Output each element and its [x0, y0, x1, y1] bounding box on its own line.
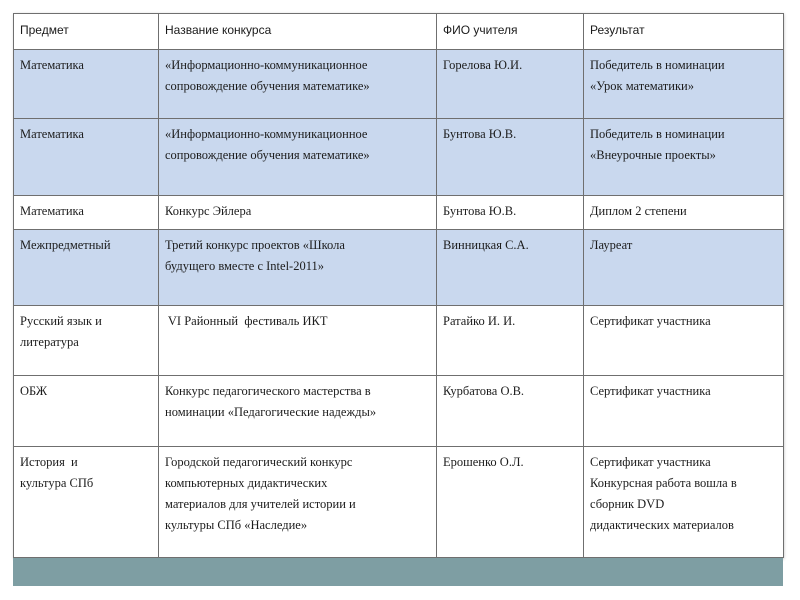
cell-line: «Внеурочные проекты» [590, 148, 716, 162]
cell-result [584, 196, 784, 230]
cell-result [584, 447, 784, 558]
cell-subject [14, 119, 159, 196]
cell-line: литература [20, 335, 79, 349]
cell-line: Русский язык и [20, 314, 102, 328]
cell-line: Конкурс педагогического мастерства в [165, 384, 371, 398]
cell-line: Конкурс Эйлера [165, 204, 252, 218]
cell-line: Винницкая С.А. [443, 238, 529, 252]
cell-line: Победитель в номинации [590, 127, 725, 141]
cell-line: Сертификат участника [590, 384, 711, 398]
cell-teacher [437, 50, 584, 119]
cell-line: Горелова Ю.И. [443, 58, 523, 72]
cell-line: Конкурсная работа вошла в [590, 476, 737, 490]
cell-line: Диплом 2 степени [590, 204, 687, 218]
cell-contest [159, 119, 437, 196]
table-frame [13, 13, 783, 558]
cell-line: История и [20, 455, 78, 469]
cell-line: сопровождение обучения математике» [165, 148, 370, 162]
table-header-row [14, 14, 784, 50]
cell-contest [159, 376, 437, 447]
cell-result [584, 230, 784, 306]
cell-teacher [437, 306, 584, 376]
table-row [14, 376, 784, 447]
cell-line: Курбатова О.В. [443, 384, 525, 398]
cell-line: культуры СПб «Наследие» [165, 518, 308, 532]
table-row [14, 119, 784, 196]
cell-subject [14, 50, 159, 119]
cell-line: Межпредметный [20, 238, 111, 252]
cell-result [584, 306, 784, 376]
header-subject: Предмет [14, 14, 159, 50]
footer-bar [13, 558, 783, 586]
table-row [14, 230, 784, 306]
contest-results-table [13, 13, 784, 558]
cell-contest [159, 230, 437, 306]
cell-line: Математика [20, 58, 84, 72]
cell-line: Городской педагогический конкурс [165, 455, 353, 469]
cell-line: культура СПб [20, 476, 94, 490]
cell-line: ОБЖ [20, 384, 48, 398]
cell-subject [14, 196, 159, 230]
cell-teacher [437, 196, 584, 230]
header-contest: Название конкурса [159, 14, 437, 50]
cell-line: сопровождение обучения математике» [165, 79, 370, 93]
cell-subject [14, 447, 159, 558]
table-row [14, 447, 784, 558]
header-teacher: ФИО учителя [437, 14, 584, 50]
cell-line: Лауреат [590, 238, 633, 252]
cell-line: VI Районный фестиваль ИКТ [165, 314, 328, 328]
cell-teacher [437, 230, 584, 306]
cell-line: Сертификат участника [590, 314, 711, 328]
cell-line: Победитель в номинации [590, 58, 725, 72]
cell-line: Математика [20, 204, 84, 218]
cell-line: «Информационно-коммуникационное [165, 58, 368, 72]
cell-contest [159, 50, 437, 119]
cell-line: Сертификат участника [590, 455, 711, 469]
cell-line: «Урок математики» [590, 79, 694, 93]
cell-line: компьютерных дидактических [165, 476, 328, 490]
cell-line: сборник DVD [590, 497, 665, 511]
table-row [14, 50, 784, 119]
cell-teacher [437, 447, 584, 558]
cell-line: номинации «Педагогические надежды» [165, 405, 377, 419]
cell-line: «Информационно-коммуникационное [165, 127, 368, 141]
cell-subject [14, 306, 159, 376]
cell-subject [14, 376, 159, 447]
cell-line: Бунтова Ю.В. [443, 127, 517, 141]
cell-line: Третий конкурс проектов «Школа [165, 238, 345, 252]
cell-line: будущего вместе с Intel-2011» [165, 259, 324, 273]
cell-line: материалов для учителей истории и [165, 497, 356, 511]
table-row [14, 306, 784, 376]
cell-line: Ерошенко О.Л. [443, 455, 524, 469]
table-row [14, 196, 784, 230]
cell-line: дидактических материалов [590, 518, 734, 532]
cell-teacher [437, 119, 584, 196]
cell-result [584, 376, 784, 447]
cell-line: Ратайко И. И. [443, 314, 516, 328]
cell-contest [159, 196, 437, 230]
cell-result [584, 50, 784, 119]
cell-contest [159, 306, 437, 376]
cell-result [584, 119, 784, 196]
cell-line: Математика [20, 127, 84, 141]
cell-teacher [437, 376, 584, 447]
cell-line: Бунтова Ю.В. [443, 204, 517, 218]
cell-contest [159, 447, 437, 558]
header-result: Результат [584, 14, 784, 50]
cell-subject [14, 230, 159, 306]
